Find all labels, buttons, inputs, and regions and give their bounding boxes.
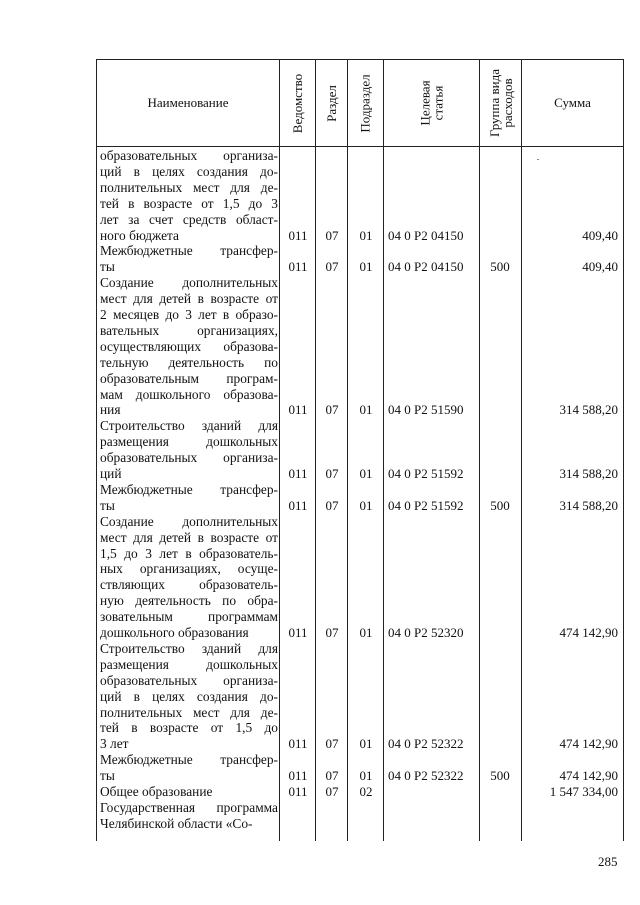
row-name-line: мест для детей в возрасте от xyxy=(100,529,278,545)
header-gruppa-line-1: Группа вида xyxy=(486,69,502,137)
row-name-line: ных организациях, осуще- xyxy=(100,561,278,577)
header-gruppa-line-2: расходов xyxy=(499,78,515,128)
header-podrazdel-cell xyxy=(348,60,383,146)
header-name-cell xyxy=(97,60,279,146)
row-podrazdel: 01 xyxy=(359,736,373,752)
table-border-left xyxy=(96,59,97,841)
row-razdel: 07 xyxy=(325,259,339,275)
table-border-right xyxy=(623,59,624,841)
header-summa-cell xyxy=(522,60,623,146)
row-name-line: Создание дополнительных xyxy=(100,513,278,529)
column-divider xyxy=(315,59,316,841)
row-vedomstvo: 011 xyxy=(288,466,308,481)
row-podrazdel: 01 xyxy=(359,497,373,513)
row-celevaya: 04 0 Р2 51592 xyxy=(388,497,464,513)
row-razdel: 07 xyxy=(325,497,339,513)
row-name-line: ты xyxy=(100,768,115,784)
row-name-line: Межбюджетные трансфер- xyxy=(100,752,278,768)
row-name-line: дошкольного образования xyxy=(100,625,249,640)
header-podrazdel: Подраздел xyxy=(358,73,374,133)
row-name-line: Создание дополнительных xyxy=(100,275,278,291)
column-divider xyxy=(479,59,480,841)
row-podrazdel: 01 xyxy=(359,259,373,275)
header-name: Наименование xyxy=(147,95,229,110)
row-name-line: полнительных мест для де- xyxy=(100,179,278,195)
row-name-line: ций в целях создания до- xyxy=(100,688,278,704)
row-name-line: ную деятельность по обра- xyxy=(100,593,278,609)
row-vedomstvo: 011 xyxy=(288,784,308,799)
row-name-line: Общее образование xyxy=(100,784,213,799)
row-vedomstvo: 011 xyxy=(288,497,308,513)
row-name-line: ты xyxy=(100,259,115,275)
row-razdel: 07 xyxy=(325,466,339,481)
row-name-line: 1,5 до 3 лет в образователь- xyxy=(100,545,278,561)
header-summa: Сумма xyxy=(554,95,591,110)
row-podrazdel: 02 xyxy=(359,784,373,799)
column-divider xyxy=(383,59,384,841)
row-podrazdel: 01 xyxy=(359,402,373,418)
header-celevaya-line-1: Целевая xyxy=(417,80,433,126)
row-vedomstvo: 011 xyxy=(288,736,308,752)
row-name-line: лет за счет средств област- xyxy=(100,211,278,227)
row-celevaya: 04 0 Р2 51590 xyxy=(388,402,464,418)
row-name-line: 2 месяцев до 3 лет в образо- xyxy=(100,307,278,322)
row-name-line: ций в целях создания до- xyxy=(100,163,278,179)
row-summa: 314 588,20 xyxy=(559,497,618,513)
row-name-line: ного бюджета xyxy=(100,227,179,243)
row-podrazdel: 01 xyxy=(359,768,373,784)
row-name-line: осуществляющих образова- xyxy=(100,338,278,354)
row-name-line: размещения дошкольных xyxy=(100,434,278,450)
header-vedomstvo-cell xyxy=(280,60,315,146)
row-summa: 409,40 xyxy=(582,259,618,275)
row-razdel: 07 xyxy=(325,784,339,799)
header-celevaya xyxy=(418,80,444,125)
row-name-line: тей в возрасте от 1,5 до xyxy=(100,720,278,736)
row-name-line: ствляющих образователь- xyxy=(100,577,278,593)
row-name-line: образовательных организа- xyxy=(100,450,278,466)
header-celevaya-line-2: статья xyxy=(430,85,446,121)
row-summa: 409,40 xyxy=(582,227,618,243)
row-name-line: Строительство зданий для xyxy=(100,418,278,434)
row-vedomstvo: 011 xyxy=(288,259,308,275)
scan-speck xyxy=(537,159,539,160)
row-name-line: тельную деятельность по xyxy=(100,354,278,370)
row-name-line: 3 лет xyxy=(100,736,129,752)
row-razdel: 07 xyxy=(325,625,339,640)
header-razdel-cell xyxy=(316,60,347,146)
row-name-line: образовательных организа- xyxy=(100,148,278,163)
row-razdel: 07 xyxy=(325,227,339,243)
row-gruppa: 500 xyxy=(490,768,510,784)
row-name-line: Строительство зданий для xyxy=(100,640,278,656)
row-razdel: 07 xyxy=(325,768,339,784)
header-vedomstvo: Ведомство xyxy=(290,73,305,133)
row-name-line: ты xyxy=(100,497,115,513)
row-vedomstvo: 011 xyxy=(288,768,308,784)
header-celevaya-cell xyxy=(384,60,479,146)
row-summa: 474 142,90 xyxy=(559,736,618,752)
row-name-line: размещения дошкольных xyxy=(100,656,278,672)
header-gruppa-cell xyxy=(480,60,521,146)
column-divider xyxy=(521,59,522,841)
row-name-line: тей в возрасте от 1,5 до 3 xyxy=(100,195,278,211)
row-name-line: мест для детей в возрасте от xyxy=(100,291,278,307)
row-celevaya: 04 0 Р2 51592 xyxy=(388,466,464,481)
column-divider xyxy=(347,59,348,841)
row-name-line: образовательным програм- xyxy=(100,370,278,386)
row-celevaya: 04 0 Р2 04150 xyxy=(388,227,464,243)
row-celevaya: 04 0 Р2 04150 xyxy=(388,259,464,275)
row-gruppa: 500 xyxy=(490,497,510,513)
row-summa: 314 588,20 xyxy=(559,402,618,418)
row-summa: 314 588,20 xyxy=(559,466,618,481)
header-divider xyxy=(96,146,624,147)
row-celevaya: 04 0 Р2 52322 xyxy=(388,736,464,752)
row-summa: 474 142,90 xyxy=(559,625,618,640)
row-name-line: ния xyxy=(100,402,121,418)
row-name-line: полнительных мест для де- xyxy=(100,704,278,720)
row-summa: 474 142,90 xyxy=(559,768,618,784)
row-vedomstvo: 011 xyxy=(288,625,308,640)
budget-table xyxy=(96,59,624,841)
row-vedomstvo: 011 xyxy=(288,227,308,243)
row-name-line: зовательным программам xyxy=(100,609,278,625)
column-divider xyxy=(279,59,280,841)
row-vedomstvo: 011 xyxy=(288,402,308,418)
header-razdel: Раздел xyxy=(324,84,339,122)
row-name-line: ций xyxy=(100,466,122,481)
row-name-line: вательных организациях, xyxy=(100,322,278,338)
row-name-line: Государственная программа xyxy=(100,799,278,815)
row-gruppa: 500 xyxy=(490,259,510,275)
row-podrazdel: 01 xyxy=(359,625,373,640)
row-podrazdel: 01 xyxy=(359,227,373,243)
row-celevaya: 04 0 Р2 52322 xyxy=(388,768,464,784)
page-number: 285 xyxy=(598,854,618,869)
row-celevaya: 04 0 Р2 52320 xyxy=(388,625,464,640)
row-name-line: Челябинской области «Со- xyxy=(100,815,253,831)
row-name-line: образовательных организа- xyxy=(100,672,278,688)
row-podrazdel: 01 xyxy=(359,466,373,481)
row-razdel: 07 xyxy=(325,736,339,752)
row-name-line: Межбюджетные трансфер- xyxy=(100,481,278,497)
header-gruppa xyxy=(488,69,514,137)
row-razdel: 07 xyxy=(325,402,339,418)
row-name-line: Межбюджетные трансфер- xyxy=(100,243,278,259)
row-summa: 1 547 334,00 xyxy=(549,784,618,799)
row-name-line: мам дошкольного образова- xyxy=(100,386,278,402)
